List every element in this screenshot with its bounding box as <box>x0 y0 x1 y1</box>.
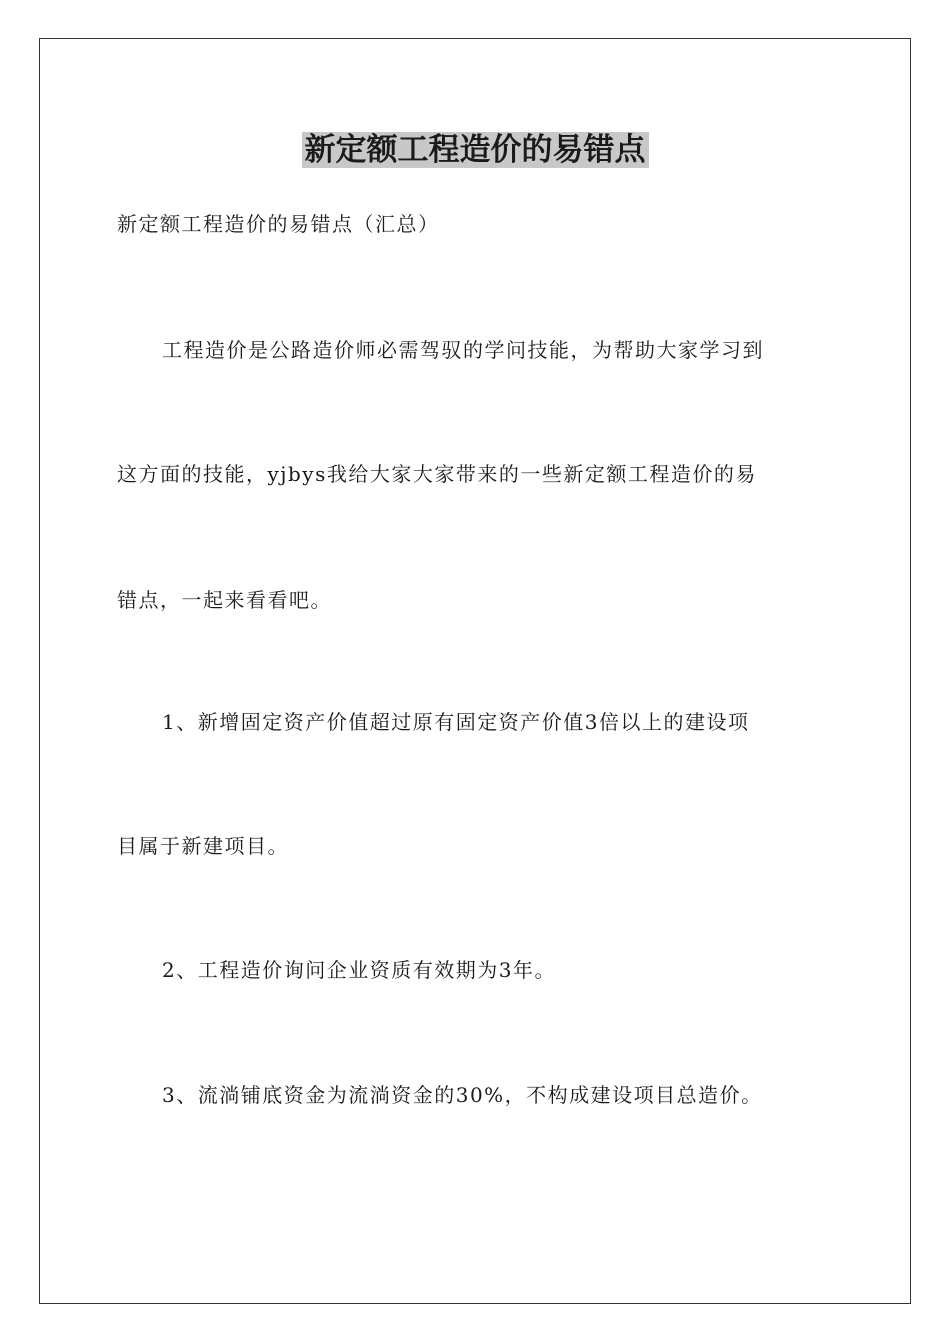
point-1-line-2: 目属于新建项目。 <box>117 834 289 858</box>
document-title <box>0 128 950 172</box>
point-1-line-1: 1、新增固定资产价值超过原有固定资产价值3倍以上的建设项 <box>162 710 750 734</box>
point-2: 2、工程造价询问企业资质有效期为3年。 <box>162 958 556 982</box>
point-3: 3、流淌铺底资金为流淌资金的30%，不构成建设项目总造价。 <box>162 1083 763 1107</box>
paragraph-intro-line-1: 工程造价是公路造价师必需驾驭的学问技能，为帮助大家学习到 <box>162 338 764 362</box>
paragraph-intro-line-3: 错点，一起来看看吧。 <box>117 588 332 612</box>
document-subtitle: 新定额工程造价的易错点（汇总） <box>117 212 440 236</box>
paragraph-intro-line-2: 这方面的技能，yjbys我给大家大家带来的一些新定额工程造价的易 <box>117 462 757 486</box>
document-title-text: 新定额工程造价的易错点 <box>302 132 649 168</box>
